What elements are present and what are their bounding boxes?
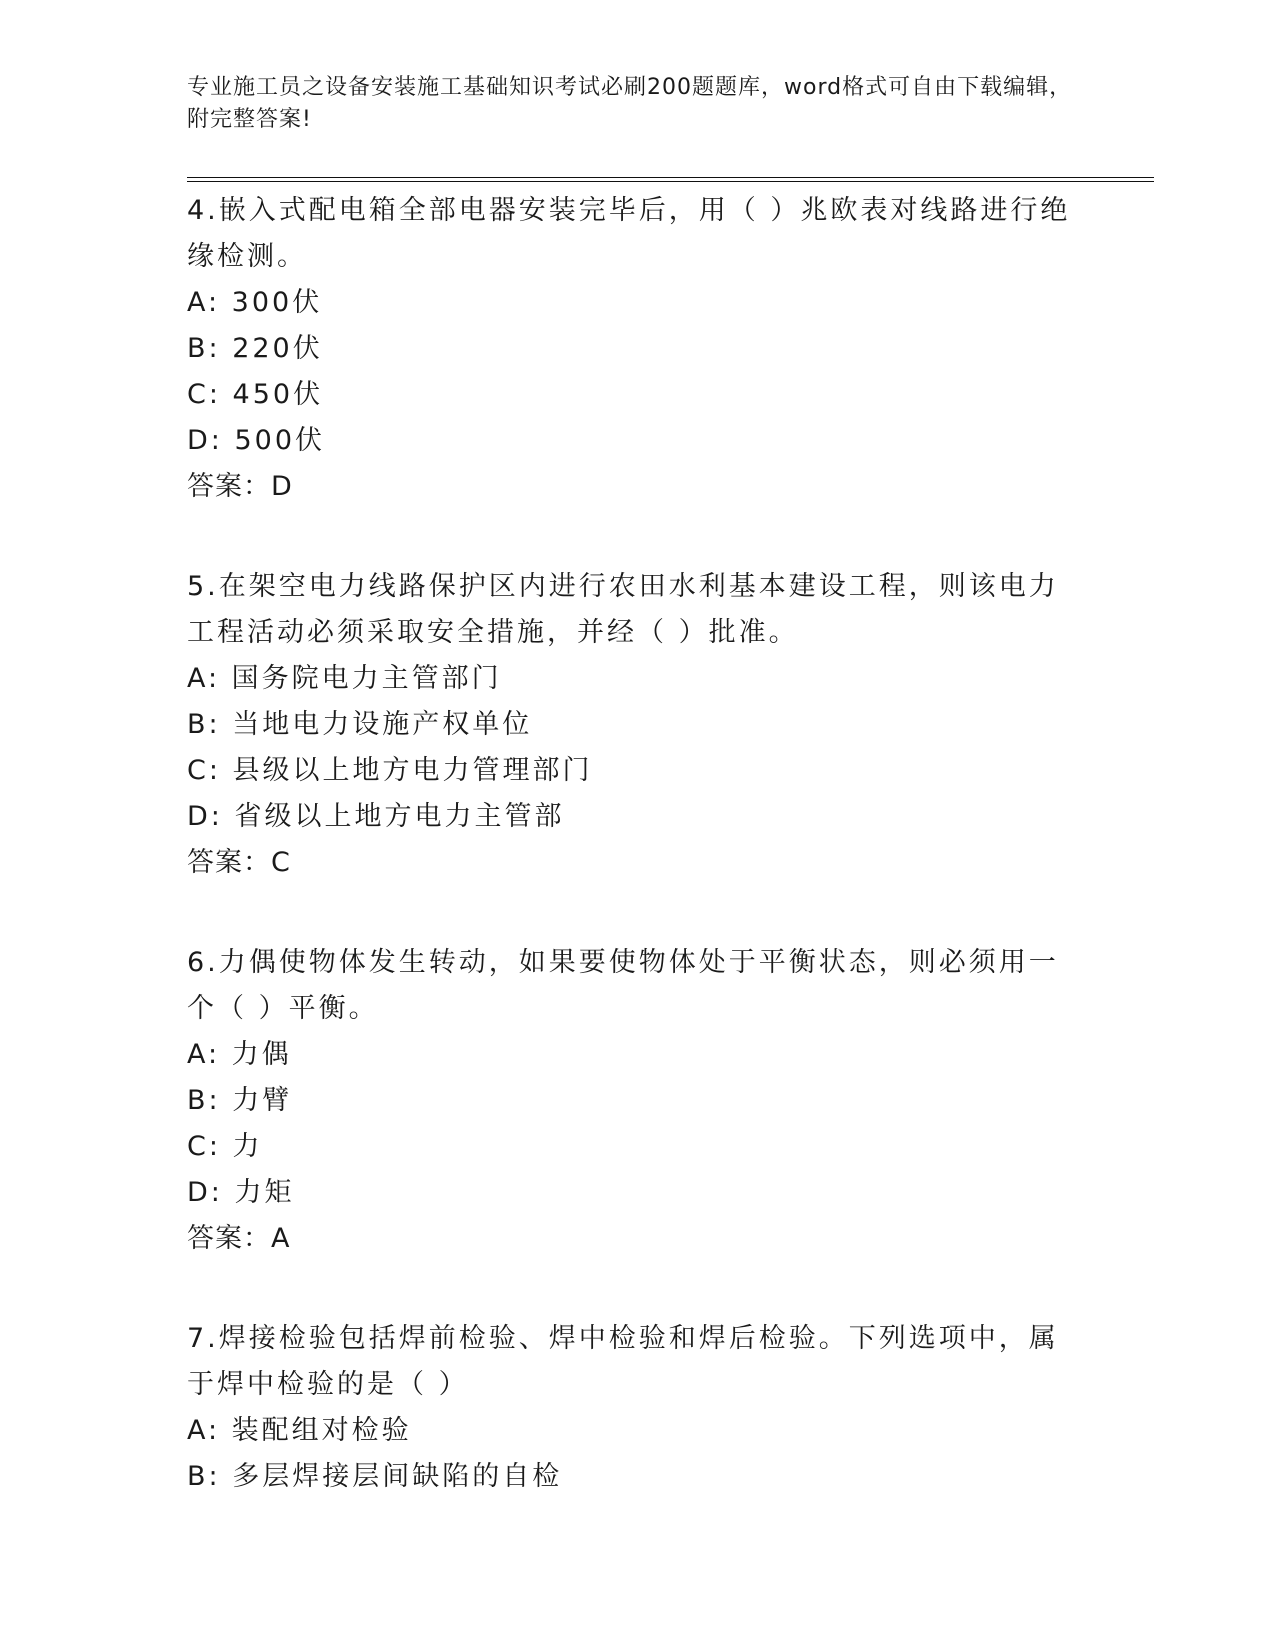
option-d: D: 500伏 xyxy=(187,425,326,456)
option-a: A: 300伏 xyxy=(187,287,323,318)
header-divider-bottom xyxy=(187,181,1154,182)
option-b: B: 多层焊接层间缺陷的自检 xyxy=(187,1461,563,1492)
question-list xyxy=(187,188,1087,1554)
question-stem: 7.焊接检验包括焊前检验、焊中检验和焊后检验。下列选项中，属于焊中检验的是（ ） xyxy=(187,1323,1059,1400)
option-a: A: 装配组对检验 xyxy=(187,1415,412,1446)
question-5 xyxy=(187,564,1087,886)
option-b: B: 220伏 xyxy=(187,333,323,364)
option-d: D: 力矩 xyxy=(187,1177,295,1208)
header-divider-top xyxy=(187,177,1154,178)
question-7 xyxy=(187,1316,1087,1500)
option-c: C: 县级以上地方电力管理部门 xyxy=(187,755,593,786)
option-c: C: 450伏 xyxy=(187,379,324,410)
option-b: B: 当地电力设施产权单位 xyxy=(187,709,533,740)
question-stem: 4.嵌入式配电箱全部电器安装完毕后，用（ ）兆欧表对线路进行绝缘检测。 xyxy=(187,195,1071,272)
answer-line: 答案：D xyxy=(187,471,293,502)
answer-line: 答案：C xyxy=(187,847,291,878)
question-6 xyxy=(187,940,1087,1262)
question-4 xyxy=(187,188,1087,510)
answer-line: 答案：A xyxy=(187,1223,291,1254)
option-a: A: 力偶 xyxy=(187,1039,292,1070)
option-b: B: 力臂 xyxy=(187,1085,293,1116)
option-c: C: 力 xyxy=(187,1131,263,1162)
option-a: A: 国务院电力主管部门 xyxy=(187,663,502,694)
option-d: D: 省级以上地方电力主管部 xyxy=(187,801,565,832)
document-header-title: 专业施工员之设备安装施工基础知识考试必刷200题题库，word格式可自由下载编辑，附完整答案! xyxy=(187,75,1073,132)
question-stem: 5.在架空电力线路保护区内进行农田水利基本建设工程，则该电力工程活动必须采取安全措施，并经（ ）批准。 xyxy=(187,571,1059,648)
question-stem: 6.力偶使物体发生转动，如果要使物体处于平衡状态，则必须用一个（ ）平衡。 xyxy=(187,947,1059,1024)
